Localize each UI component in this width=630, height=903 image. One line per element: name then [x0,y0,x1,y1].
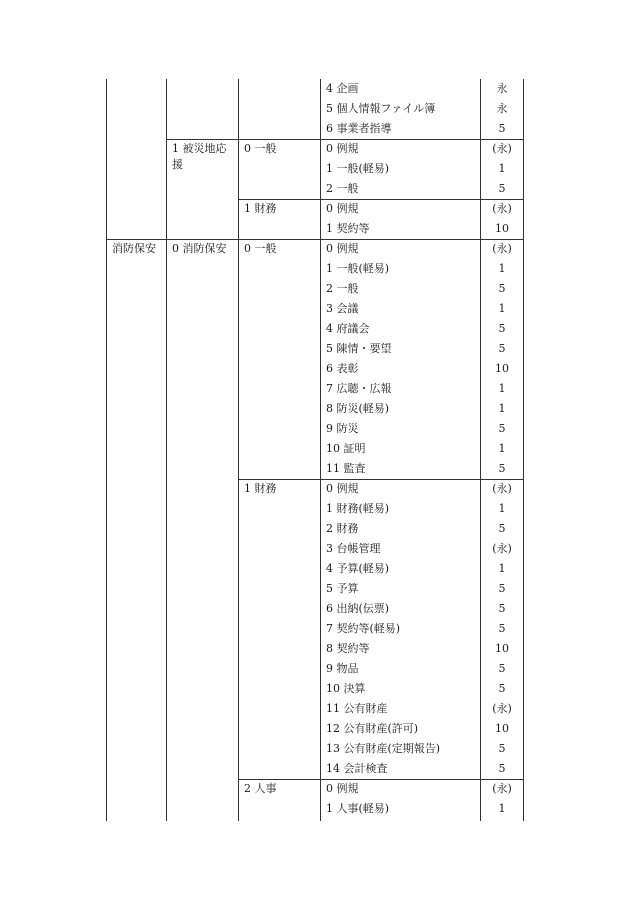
item-cell: 6 表彰 [326,362,359,375]
retention-period: (永) [492,542,512,555]
column-border-3 [320,79,321,821]
column-border-5 [523,79,524,821]
retention-period: 5 [498,282,506,295]
item-cell: 3 台帳管理 [326,542,381,555]
item-cell: 0 例規 [326,482,359,495]
retention-period: 10 [495,642,509,655]
item-cell: 7 広聴・広報 [326,382,392,395]
retention-period: 1 [498,402,506,415]
item-cell: 8 契約等 [326,642,370,655]
retention-period: 10 [495,722,509,735]
item-cell: 2 一般 [326,282,359,295]
retention-period: 5 [498,662,506,675]
group-cell: 1 財務 [244,482,277,495]
item-cell: 2 財務 [326,522,359,535]
column-border-2 [238,79,239,821]
item-cell: 11 公有財産 [326,702,388,715]
retention-period: 1 [498,162,506,175]
item-cell: 9 防災 [326,422,359,435]
retention-period: (永) [492,242,512,255]
item-cell: 4 企画 [326,82,359,95]
retention-period: 永 [496,82,508,95]
retention-period: (永) [492,482,512,495]
item-cell: 10 決算 [326,682,366,695]
item-cell: 11 監査 [326,462,366,475]
item-cell: 4 予算(軽易) [326,562,390,575]
item-cell: 3 会議 [326,302,359,315]
retention-period: 5 [498,742,506,755]
item-cell: 9 物品 [326,662,359,675]
retention-period: 5 [498,122,506,135]
column-border-0 [106,79,107,821]
retention-period: (永) [492,702,512,715]
item-cell: 10 証明 [326,442,366,455]
item-cell: 13 公有財産(定期報告) [326,742,441,755]
retention-period: 5 [498,322,506,335]
column-border-1 [166,79,167,821]
retention-period: 5 [498,462,506,475]
item-cell: 2 一般 [326,182,359,195]
retention-period: 1 [498,302,506,315]
retention-period: 1 [498,502,506,515]
retention-period: 1 [498,802,506,815]
retention-period: 5 [498,602,506,615]
item-cell: 0 例規 [326,142,359,155]
retention-period: 10 [495,362,509,375]
group-cell: 0 一般 [244,242,277,255]
item-cell: 1 契約等 [326,222,370,235]
subcategory-cell: 1 被災地応援 [172,142,227,171]
retention-period: (永) [492,782,512,795]
retention-period: 5 [498,682,506,695]
retention-period: 5 [498,622,506,635]
item-cell: 1 人事(軽易) [326,802,390,815]
category-cell: 消防保安 [112,242,156,255]
item-cell: 1 一般(軽易) [326,162,390,175]
item-cell: 6 事業者指導 [326,122,392,135]
item-cell: 12 公有財産(許可) [326,722,419,735]
retention-period: (永) [492,142,512,155]
item-cell: 0 例規 [326,242,359,255]
item-cell: 1 財務(軽易) [326,502,390,515]
item-cell: 6 出納(伝票) [326,602,390,615]
retention-period: 5 [498,422,506,435]
group-cell: 0 一般 [244,142,277,155]
retention-period: 1 [498,442,506,455]
retention-period: 10 [495,222,509,235]
retention-period: 永 [496,102,508,115]
item-cell: 5 予算 [326,582,359,595]
retention-period: 5 [498,762,506,775]
group-cell: 2 人事 [244,782,277,795]
item-cell: 0 例規 [326,782,359,795]
retention-period: 1 [498,262,506,275]
retention-period: 5 [498,342,506,355]
retention-period: 1 [498,562,506,575]
retention-period: 5 [498,182,506,195]
item-cell: 5 陳情・要望 [326,342,392,355]
retention-period: 5 [498,582,506,595]
subcategory-cell: 0 消防保安 [172,242,227,255]
item-cell: 4 府議会 [326,322,370,335]
item-cell: 1 一般(軽易) [326,262,390,275]
group-cell: 1 財務 [244,202,277,215]
item-cell: 0 例規 [326,202,359,215]
retention-period: (永) [492,202,512,215]
item-cell: 5 個人情報ファイル簿 [326,102,436,115]
item-cell: 7 契約等(軽易) [326,622,401,635]
retention-period: 5 [498,522,506,535]
item-cell: 8 防災(軽易) [326,402,390,415]
retention-period: 1 [498,382,506,395]
row-divider [106,239,524,240]
item-cell: 14 会計検査 [326,762,388,775]
